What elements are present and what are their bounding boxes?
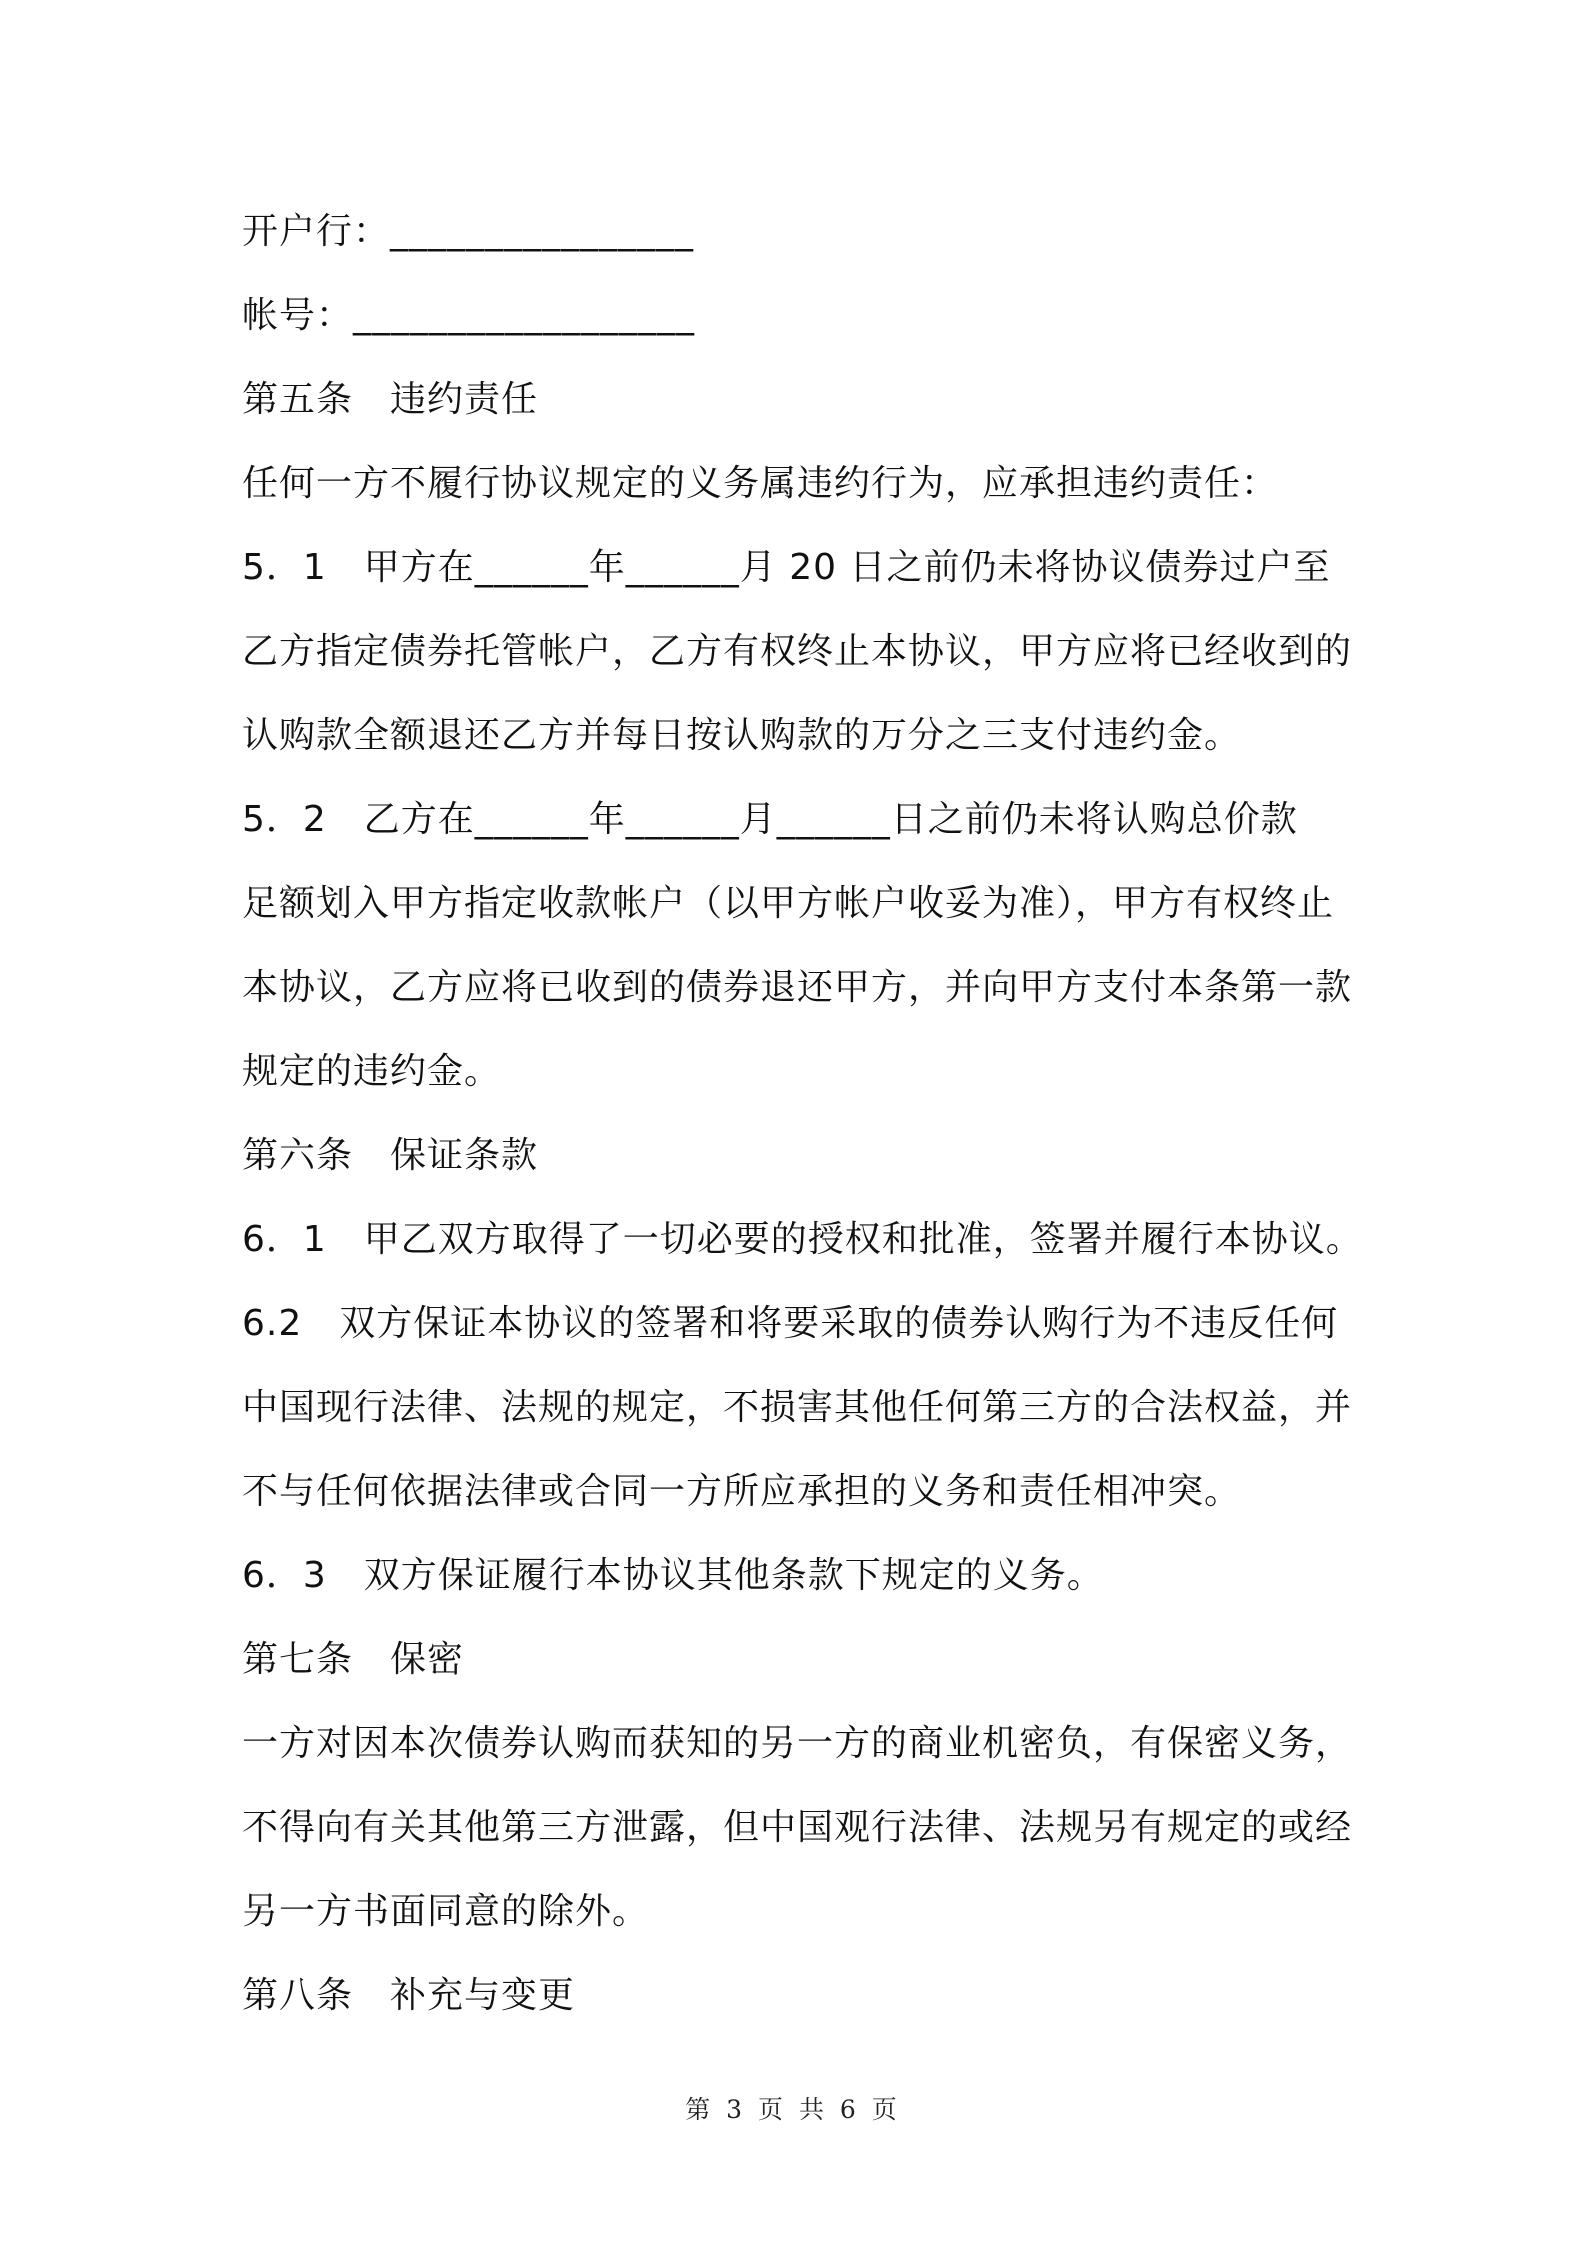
- paragraph-line: 另一方书面同意的除外。: [242, 1891, 650, 1932]
- article-8-heading: 第八条 补充与变更: [242, 1975, 576, 2016]
- bank-name-field-line: 开户行：________________: [242, 211, 695, 252]
- paragraph-line: 足额划入甲方指定收款帐户（以甲方帐户收妥为准），甲方有权终止: [242, 883, 1335, 924]
- article-7-heading: 第七条 保密: [242, 1639, 465, 1680]
- paragraph-line: 一方对因本次债券认购而获知的另一方的商业机密负，有保密义务，: [242, 1723, 1353, 1764]
- article-5-heading: 第五条 违约责任: [242, 379, 539, 420]
- paragraph-line: 任何一方不履行协议规定的义务属违约行为，应承担违约责任：: [242, 463, 1279, 504]
- paragraph-line: 中国现行法律、法规的规定，不损害其他任何第三方的合法权益，并: [242, 1387, 1353, 1428]
- paragraph-line: 规定的违约金。: [242, 1051, 502, 1092]
- clause-5-1-line: 5．1 甲方在______年______月 20 日之前仍未将协议债券过户至: [242, 547, 1331, 588]
- page-number-footer: 第 3 页 共 6 页: [685, 2095, 901, 2124]
- paragraph-line: 乙方指定债券托管帐户，乙方有权终止本协议，甲方应将已经收到的: [242, 631, 1353, 672]
- document-body: [242, 190, 1362, 2038]
- clause-6-1-line: 6．1 甲乙双方取得了一切必要的授权和批准，签署并履行本协议。: [242, 1219, 1363, 1260]
- clause-6-3-line: 6．3 双方保证履行本协议其他条款下规定的义务。: [242, 1555, 1104, 1596]
- paragraph-line: 不与任何依据法律或合同一方所应承担的义务和责任相冲突。: [242, 1471, 1242, 1512]
- paragraph-line: 不得向有关其他第三方泄露，但中国观行法律、法规另有规定的或经: [242, 1807, 1353, 1848]
- account-number-field-line: 帐号：__________________: [242, 295, 696, 336]
- article-6-heading: 第六条 保证条款: [242, 1135, 539, 1176]
- clause-6-2-line: 6.2 双方保证本协议的签署和将要采取的债券认购行为不违反任何: [242, 1303, 1339, 1344]
- paragraph-line: 本协议，乙方应将已收到的债券退还甲方，并向甲方支付本条第一款: [242, 967, 1353, 1008]
- paragraph-line: 认购款全额退还乙方并每日按认购款的万分之三支付违约金。: [242, 715, 1242, 756]
- clause-5-2-line: 5．2 乙方在______年______月______日之前仍未将认购总价款: [242, 799, 1298, 840]
